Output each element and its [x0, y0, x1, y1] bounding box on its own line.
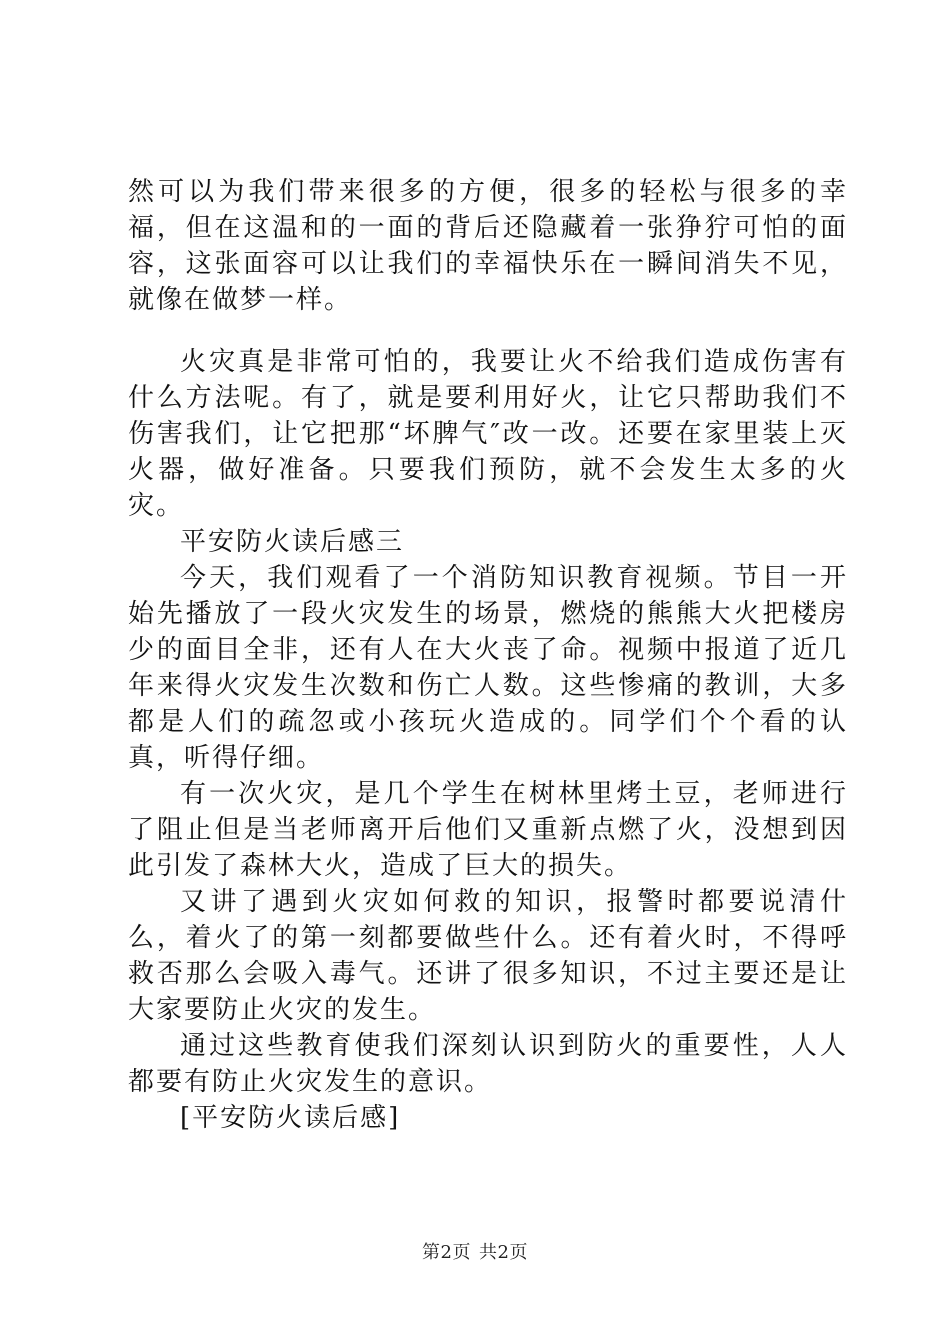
- paragraph: 又讲了遇到火灾如何救的知识，报警时都要说清什么，着火了的第一刻都要做些什么。还有着火时，不得呼救否那么会吸入毒气。还讲了很多知识，不过主要还是让大家要防止火灾的发生。: [128, 887, 848, 1025]
- closing-tag: [平安防火读后感]: [180, 1103, 401, 1133]
- paragraph: 今天，我们观看了一个消防知识教育视频。节目一开始先播放了一段火灾发生的场景，燃烧的熊熊大火把楼房少的面目全非，还有人在大火丧了命。视频中报道了近几年来得火灾发生次数和伤亡人数。这些惨痛的教训，大多都是人们的疏忽或小孩玩火造成的。同学们个个看的认真，听得仔细。: [128, 563, 848, 773]
- page-number: 第2页: [422, 1242, 471, 1263]
- paragraph: 通过这些教育使我们深刻认识到防火的重要性，人人都要有防止火灾发生的意识。: [128, 1031, 848, 1097]
- document-body: [128, 174, 848, 1136]
- section-heading: 平安防火读后感三: [180, 527, 405, 557]
- paragraph-continued: 然可以为我们带来很多的方便，很多的轻松与很多的幸福，但在这温和的一面的背后还隐藏着一张狰狞可怕的面容，这张面容可以让我们的幸福快乐在一瞬间消失不见，就像在做梦一样。: [128, 177, 848, 315]
- paragraph: 火灾真是非常可怕的，我要让火不给我们造成伤害有什么方法呢。有了，就是要利用好火，让它只帮助我们不伤害我们，让它把那“坏脾气″改一改。还要在家里装上灭火器，做好准备。只要我们预防，就不会发生太多的火灾。: [128, 347, 848, 521]
- page-footer: [0, 1241, 950, 1265]
- paragraph: 有一次火灾，是几个学生在树林里烤土豆，老师进行了阻止但是当老师离开后他们又重新点燃了火，没想到因此引发了森林大火，造成了巨大的损失。: [128, 779, 848, 881]
- page-total: 共2页: [479, 1242, 528, 1263]
